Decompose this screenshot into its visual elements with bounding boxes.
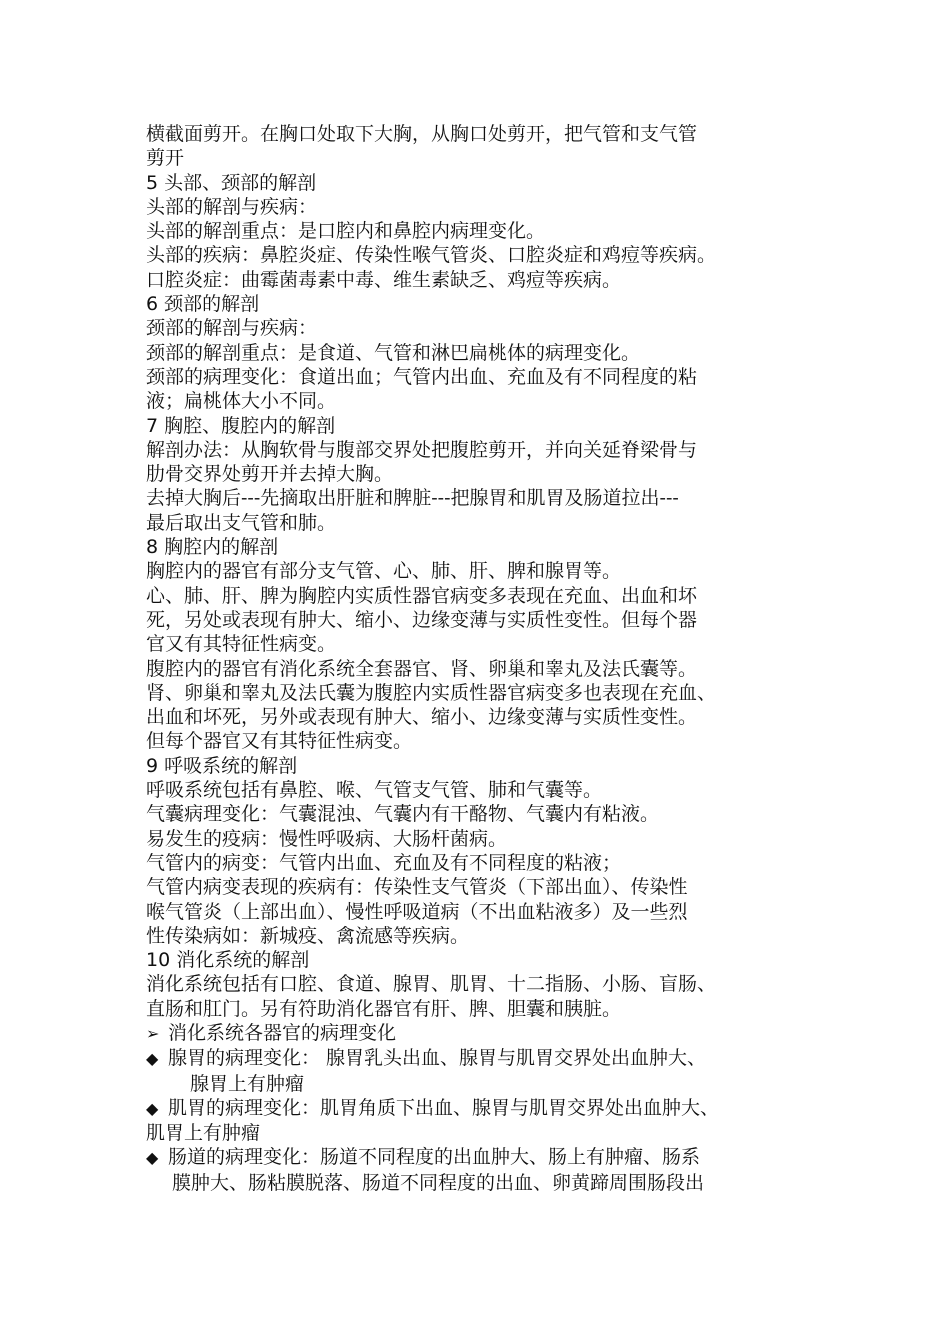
text-line: 易发生的疫病：慢性呼吸病、大肠杆菌病。 <box>146 827 508 850</box>
text-line: 头部的解剖与疾病： <box>146 195 318 218</box>
list-item-continuation: 肌胃上有肿瘤 <box>146 1122 261 1145</box>
text-line: 最后取出支气管和肺。 <box>146 511 337 534</box>
arrow-list-item <box>146 1021 836 1046</box>
text-line: 出血和坏死，另外或表现有肿大、缩小、边缘变薄与实质性变性。 <box>146 706 698 729</box>
text-line: 肾、卵巢和睾丸及法氏囊为腹腔内实质性器官病变多也表现在充血、 <box>146 681 717 704</box>
section-heading: 6 颈部的解剖 <box>146 293 260 316</box>
text-line: 胸腔内的器官有部分支气管、心、肺、肝、脾和腺胃等。 <box>146 560 622 583</box>
bullet-item-intestine <box>146 1145 836 1170</box>
text-line: 气管内的病变：气管内出血、充血及有不同程度的粘液； <box>146 851 622 874</box>
text-line: 气管内病变表现的疾病有：传染性支气管炎（下部出血）、传染性 <box>146 876 688 899</box>
text-line: 死，另处或表现有肿大、缩小、边缘变薄与实质性变性。但每个器 <box>146 608 698 631</box>
text-line: 去掉大胸后---先摘取出肝脏和脾脏---把腺胃和肌胃及肠道拉出--- <box>146 487 679 510</box>
text-line: 呼吸系统包括有鼻腔、喉、气管支气管、肺和气囊等。 <box>146 779 603 802</box>
text-line: 官又有其特征性病变。 <box>146 633 337 656</box>
diamond-bullet-icon: ◆ <box>146 1098 159 1118</box>
text-line: 性传染病如：新城疫、禽流感等疾病。 <box>146 924 470 947</box>
section-heading: 9 呼吸系统的解剖 <box>146 754 298 777</box>
text-line: 颈部的解剖重点：是食道、气管和淋巴扁桃体的病理变化。 <box>146 341 641 364</box>
text-line: 横截面剪开。在胸口处取下大胸，从胸口处剪开，把气管和支气管 <box>146 123 698 145</box>
diamond-bullet-icon: ◆ <box>146 1148 159 1168</box>
text-line: 头部的疾病：鼻腔炎症、传染性喉气管炎、口腔炎症和鸡痘等疾病。 <box>146 244 717 267</box>
list-item-text: 消化系统各器官的病理变化 <box>168 1021 397 1044</box>
section-heading: 10 消化系统的解剖 <box>146 949 310 972</box>
text-line: 液；扁桃体大小不同。 <box>146 390 337 413</box>
diamond-bullet-icon: ◆ <box>146 1049 159 1069</box>
document-body <box>146 122 836 1195</box>
bullet-item-proventriculus <box>146 1046 836 1071</box>
text-line: 直肠和肛门。另有符助消化器官有肝、脾、胆囊和胰脏。 <box>146 997 622 1020</box>
text-line: 消化系统包括有口腔、食道、腺胃、肌胃、十二指肠、小肠、盲肠、 <box>146 973 717 996</box>
text-line: 颈部的病理变化：食道出血；气管内出血、充血及有不同程度的粘 <box>146 365 698 388</box>
text-line: 腹腔内的器官有消化系统全套器官、肾、卵巢和睾丸及法氏囊等。 <box>146 657 698 680</box>
text-line: 气囊病理变化：气囊混浊、气囊内有干酪物、气囊内有粘液。 <box>146 803 660 826</box>
text-line: 剪开 <box>146 147 185 170</box>
text-line: 解剖办法：从胸软骨与腹部交界处把腹腔剪开，并向关延脊梁骨与 <box>146 438 698 461</box>
bullet-item-gizzard <box>146 1096 836 1121</box>
text-line: 但每个器官又有其特征性病变。 <box>146 730 413 753</box>
list-item-text: 腺胃的病理变化： 腺胃乳头出血、腺胃与肌胃交界处出血肿大、 <box>168 1047 707 1070</box>
list-item-text: 肠道的病理变化：肠道不同程度的出血肿大、肠上有肿瘤、肠系 <box>168 1146 701 1169</box>
text-line: 肋骨交界处剪开并去掉大胸。 <box>146 463 394 486</box>
text-line: 头部的解剖重点：是口腔内和鼻腔内病理变化。 <box>146 220 546 243</box>
section-heading: 8 胸腔内的解剖 <box>146 536 279 559</box>
arrow-bullet-icon: ➢ <box>146 1023 160 1043</box>
text-line: 颈部的解剖与疾病： <box>146 317 318 340</box>
section-heading: 5 头部、颈部的解剖 <box>146 171 317 194</box>
text-line: 喉气管炎（上部出血）、慢性呼吸道病（不出血粘液多）及一些烈 <box>146 900 688 923</box>
list-item-continuation: 腺胃上有肿瘤 <box>190 1072 305 1095</box>
text-line: 口腔炎症：曲霉菌毒素中毒、维生素缺乏、鸡痘等疾病。 <box>146 268 622 291</box>
list-item-text: 肌胃的病理变化：肌胃角质下出血、腺胃与肌胃交界处出血肿大、 <box>168 1096 720 1119</box>
section-heading: 7 胸腔、腹腔内的解剖 <box>146 414 336 437</box>
list-item-continuation: 膜肿大、肠粘膜脱落、肠道不同程度的出血、卵黄蹄周围肠段出 <box>172 1171 705 1194</box>
text-line: 心、肺、肝、脾为胸腔内实质性器官病变多表现在充血、出血和坏 <box>146 584 698 607</box>
